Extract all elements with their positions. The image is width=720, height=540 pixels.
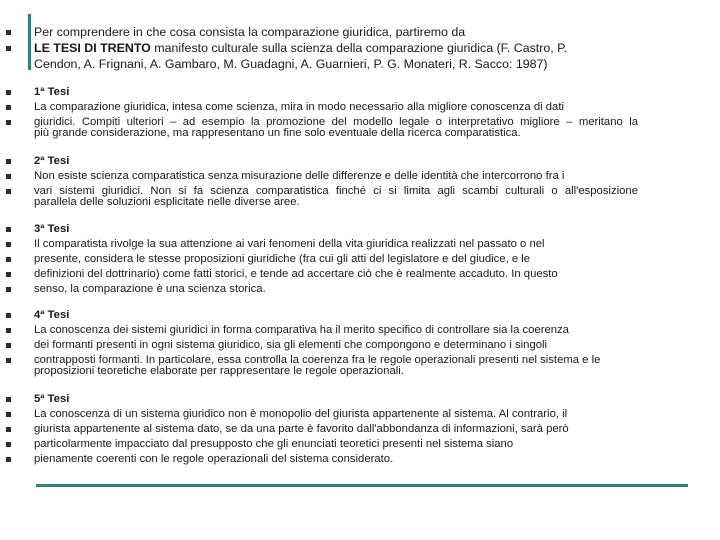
tesi-heading-line xyxy=(0,85,720,100)
tesi-3-line-4: senso, la comparazione è una scienza storica. xyxy=(34,283,266,295)
bullet-icon xyxy=(6,287,11,292)
bullet-icon xyxy=(6,120,11,125)
intro-line-3 xyxy=(0,56,720,72)
tesi-4-heading: 4ª Tesi xyxy=(34,309,70,321)
tesi-2-heading: 2ª Tesi xyxy=(34,155,70,167)
tesi-1-line-3: più grande considerazione, ma rappresentano un fine solo eventuale della ricerca comparatistica. xyxy=(34,127,521,139)
tesi-3-heading: 3ª Tesi xyxy=(34,223,70,235)
bullet-icon xyxy=(6,90,11,95)
tesi-line xyxy=(0,237,720,252)
tesi-line xyxy=(0,338,720,353)
bullet-icon xyxy=(6,227,11,232)
tesi-heading-line xyxy=(0,308,720,323)
bullet-icon xyxy=(6,257,11,262)
tesi-heading-line xyxy=(0,222,720,237)
bullet-icon xyxy=(6,46,11,51)
tesi-5-section xyxy=(0,392,720,467)
tesi-4-line-3: contrapposti formanti. In particolare, essa controlla la coerenza fra le regole operazionali presenti nel sistema e le xyxy=(34,354,601,366)
tesi-3-line-2: presente, considera le stesse proposizioni giuridiche (fra cui gli atti del legislatore e del giudice, e le xyxy=(34,253,531,265)
tesi-4-line-1: La conoscenza dei sistemi giuridici in forma comparativa ha il merito specifico di controllare sia la coerenza xyxy=(34,324,569,336)
bullet-icon xyxy=(6,412,11,417)
tesi-line xyxy=(0,422,720,437)
bullet-icon xyxy=(6,457,11,462)
tesi-2-line-1: Non esiste scienza comparatistica senza misurazione delle differenze e delle identità che intercorrono fra i xyxy=(34,170,565,182)
intro-paragraph xyxy=(0,24,720,72)
tesi-line xyxy=(0,126,720,141)
tesi-line xyxy=(0,169,720,184)
tesi-line xyxy=(0,100,720,115)
tesi-1-section xyxy=(0,85,720,141)
tesi-line xyxy=(0,252,720,267)
tesi-1-heading: 1ª Tesi xyxy=(34,86,70,98)
bullet-icon xyxy=(6,242,11,247)
tesi-line xyxy=(0,437,720,452)
bullet-icon xyxy=(6,397,11,402)
bullet-icon xyxy=(6,313,11,318)
tesi-4-line-2: dei formanti presenti in ogni sistema giuridico, sia gli elementi che compongono e determinano i singoli xyxy=(34,339,548,351)
bullet-icon xyxy=(6,272,11,277)
tesi-2-line-3: parallela delle soluzioni esplicitate nelle diverse aree. xyxy=(34,196,300,208)
tesi-3-line-1: Il comparatista rivolge la sua attenzione ai vari fenomeni della vita giuridica realizzati nel passato o nel xyxy=(34,238,545,250)
tesi-5-line-1: La conoscenza di un sistema giuridico non è monopolio del giurista appartenente al sistema. Al contrario, il xyxy=(34,408,568,420)
intro-line-1 xyxy=(0,24,720,40)
tesi-line xyxy=(0,407,720,422)
tesi-3-section xyxy=(0,222,720,297)
tesi-5-heading: 5ª Tesi xyxy=(34,393,70,405)
bullet-icon xyxy=(6,358,11,363)
bullet-icon xyxy=(6,30,11,35)
bullet-icon xyxy=(6,159,11,164)
tesi-line xyxy=(0,267,720,282)
bullet-icon xyxy=(6,174,11,179)
tesi-1-line-1: La comparazione giuridica, intesa come scienza, mira in modo necessario alla migliore conoscenza di dati xyxy=(34,101,564,113)
tesi-2-section xyxy=(0,154,720,210)
tesi-line xyxy=(0,452,720,467)
bullet-icon xyxy=(6,105,11,110)
tesi-2-line-2: vari sistemi giuridici. Non si fa scienza comparatistica finché ci si limita agli scambi culturali o all'esposizione xyxy=(34,185,638,197)
intro-text-2 xyxy=(34,40,567,56)
bullet-icon xyxy=(6,427,11,432)
bullet-icon xyxy=(6,328,11,333)
tesi-heading-line xyxy=(0,392,720,407)
tesi-line xyxy=(0,282,720,297)
bottom-accent-bar xyxy=(36,484,688,487)
tesi-5-line-3: particolarmente impacciato dal presupposto che gli enunciati teoretici presenti nel sistema siano xyxy=(34,438,514,450)
tesi-3-line-3: definizioni del dottrinario) come fatti storici, e tende ad accertare ciò che è realmente accaduto. In questo xyxy=(34,268,558,280)
tesi-5-line-2: giurista appartenente al sistema dato, se da una parte è favorito dall'abbondanza di informazioni, sarà però xyxy=(34,423,569,435)
bullet-icon xyxy=(6,442,11,447)
tesi-line xyxy=(0,364,720,379)
tesi-line xyxy=(0,323,720,338)
intro-text-2-rest: manifesto culturale sulla scienza della comparazione giuridica (F. Castro, P. xyxy=(150,41,568,55)
tesi-4-section xyxy=(0,308,720,379)
tesi-heading-line xyxy=(0,154,720,169)
tesi-5-line-4: pienamente coerenti con le regole operazionali del sistema considerato. xyxy=(34,453,394,465)
bullet-icon xyxy=(6,343,11,348)
intro-text-3: Cendon, A. Frignani, A. Gambaro, M. Guadagni, A. Guarnieri, P. G. Monateri, R. Sacco: 1987) xyxy=(34,57,548,71)
manifesto-title: LE TESI DI TRENTO xyxy=(34,41,151,55)
intro-text-1: Per comprendere in che cosa consista la comparazione giuridica, partiremo da xyxy=(34,25,466,39)
tesi-1-line-2: giuridici. Compiti ulteriori – ad esempio la promozione del modello legale o interpretativo migliore – meritano la xyxy=(34,116,638,128)
bullet-icon xyxy=(6,189,11,194)
tesi-line xyxy=(0,195,720,210)
intro-line-2 xyxy=(0,40,720,56)
tesi-4-line-4: proposizioni teoretiche elaborate per rappresentare le regole operazionali. xyxy=(34,365,404,377)
